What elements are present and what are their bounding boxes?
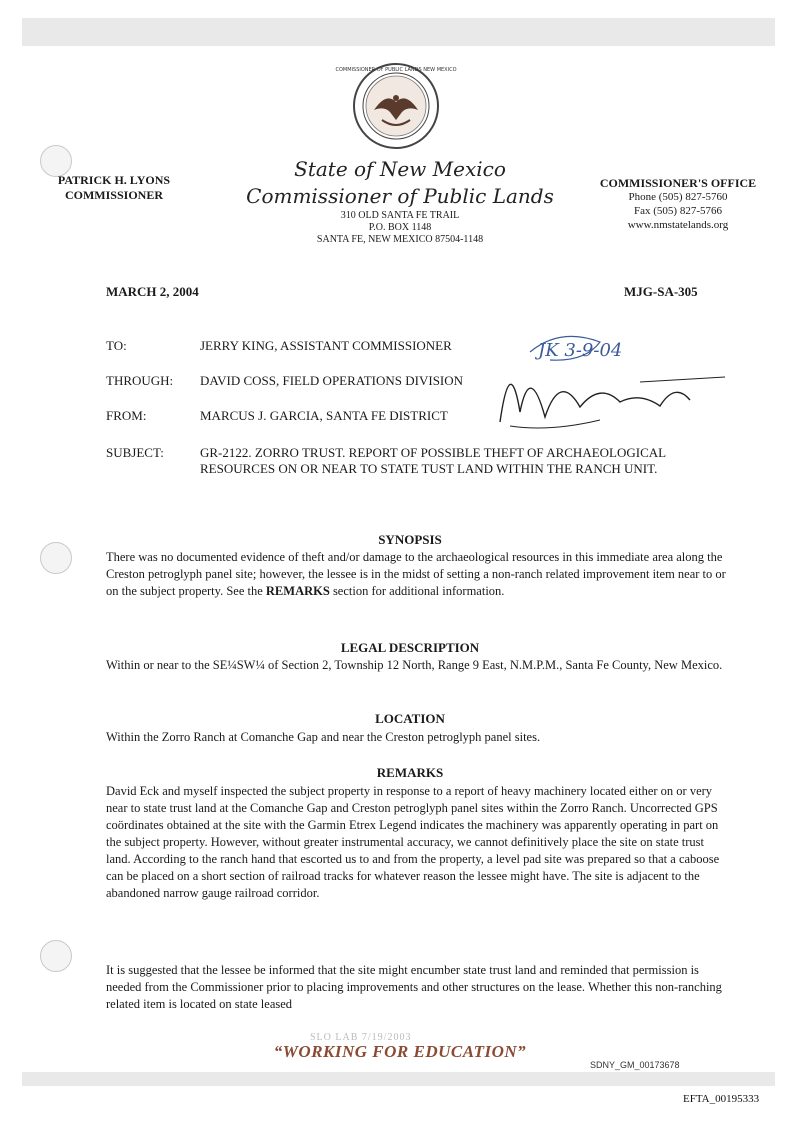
address-line-2: P.O. BOX 1148 bbox=[368, 222, 432, 233]
office-fax: Fax (505) 827-5766 bbox=[634, 205, 722, 217]
state-name: State of New Mexico bbox=[294, 157, 506, 181]
memo-reference: MJG-SA-305 bbox=[624, 284, 698, 299]
synopsis-text-part-1: There was no documented evidence of theft and/or damage to the archaeological resources in this immediate area along the Creston petroglyph panel site; however, the lessee is in the midst of setting a non-ranch related improvement item near to or on the subject property. See the bbox=[106, 550, 726, 598]
from-label: FROM: bbox=[106, 408, 147, 423]
office-website: www.nmstatelands.org bbox=[627, 219, 729, 231]
punch-hole-middle bbox=[40, 542, 72, 574]
state-seal-icon bbox=[335, 62, 457, 150]
through-value: DAVID COSS, FIELD OPERATIONS DIVISION bbox=[200, 373, 464, 388]
office-contact-block bbox=[588, 176, 768, 232]
remarks-title: REMARKS bbox=[376, 765, 444, 780]
efta-number: EFTA_00195333 bbox=[683, 1093, 760, 1105]
office-title: COMMISSIONER'S OFFICE bbox=[599, 176, 757, 190]
office-phone: Phone (505) 827-5760 bbox=[628, 191, 728, 203]
legal-description-title: LEGAL DESCRIPTION bbox=[340, 640, 480, 655]
commissioner-name: PATRICK H. LYONS bbox=[57, 173, 171, 187]
legal-description-text: Within or near to the SE¼SW¼ of Section 2, Township 12 North, Range 9 East, N.M.P.M., Santa Fe County, New Mexico. bbox=[106, 658, 723, 672]
through-label: THROUGH: bbox=[106, 373, 174, 388]
commissioner-block bbox=[40, 173, 188, 203]
commissioner-title: COMMISSIONER bbox=[64, 188, 163, 202]
synopsis-title: SYNOPSIS bbox=[378, 532, 442, 547]
to-value: JERRY KING, ASSISTANT COMMISSIONER bbox=[200, 338, 452, 353]
location-title: LOCATION bbox=[375, 711, 445, 726]
remarks-paragraph-1: David Eck and myself inspected the subject property in response to a report of heavy machinery located either on or very near to state trust land at the Comanche Gap and Creston petroglyph panel sites within the Zorro Ranch. Uncorrected GPS coördinates obtained at the site with the Garmin Etrex Legend indicates the machinery was apparently operating in part on the subject property. However, without greater instrumental accuracy, we cannot definitively place the site on state trust land. According to the ranch hand that escorted us to and from the property, a level pad site was prepared so that a caboose can be placed on a short section of railroad tracks for whatever reason the lessee might have. The site is adjacent to the abandoned narrow gauge railroad corridor. bbox=[106, 784, 720, 900]
subject-label: SUBJECT: bbox=[106, 445, 164, 460]
memo-date: MARCH 2, 2004 bbox=[106, 284, 199, 299]
to-label: TO: bbox=[106, 338, 127, 353]
synopsis-remarks-word: REMARKS bbox=[265, 584, 330, 598]
footer-motto: “WORKING FOR EDUCATION” bbox=[273, 1042, 527, 1061]
letterhead-center bbox=[240, 156, 560, 246]
remarks-paragraph-2: It is suggested that the lessee be informed that the site might encumber state trust land and reminded that permission is needed from the Commissioner prior to placing improvements and other structures on the lease. Whether this non-ranching related item is located on state leased bbox=[106, 963, 722, 1011]
address-line-1: 310 OLD SANTA FE TRAIL bbox=[340, 210, 460, 221]
handwritten-initials: JK 3-9-04 bbox=[538, 340, 623, 361]
subject-value: GR-2122. ZORRO TRUST. REPORT OF POSSIBLE THEFT OF ARCHAEOLOGICAL RESOURCES ON OR NEAR TO STATE TUST LAND WITHIN THE RANCH UNIT. bbox=[200, 445, 666, 476]
address-line-3: SANTA FE, NEW MEXICO 87504-1148 bbox=[316, 234, 484, 245]
location-text: Within the Zorro Ranch at Comanche Gap and near the Creston petroglyph panel sites. bbox=[106, 730, 541, 744]
bates-number: SDNY_GM_00173678 bbox=[590, 1060, 680, 1070]
synopsis-text bbox=[106, 549, 726, 600]
faint-received-stamp: SLO LAB 7/19/2003 bbox=[310, 1032, 412, 1043]
seal-text: COMMISSIONER OF PUBLIC LANDS NEW MEXICO bbox=[335, 67, 457, 73]
office-name: Commissioner of Public Lands bbox=[246, 184, 554, 208]
handwritten-signature-icon bbox=[490, 322, 730, 442]
scan-border-bottom bbox=[22, 1072, 775, 1086]
punch-hole-bottom bbox=[40, 940, 72, 972]
synopsis-text-part-2: section for additional information. bbox=[329, 584, 505, 598]
from-value: MARCUS J. GARCIA, SANTA FE DISTRICT bbox=[200, 408, 448, 423]
scan-border-top bbox=[22, 18, 775, 46]
